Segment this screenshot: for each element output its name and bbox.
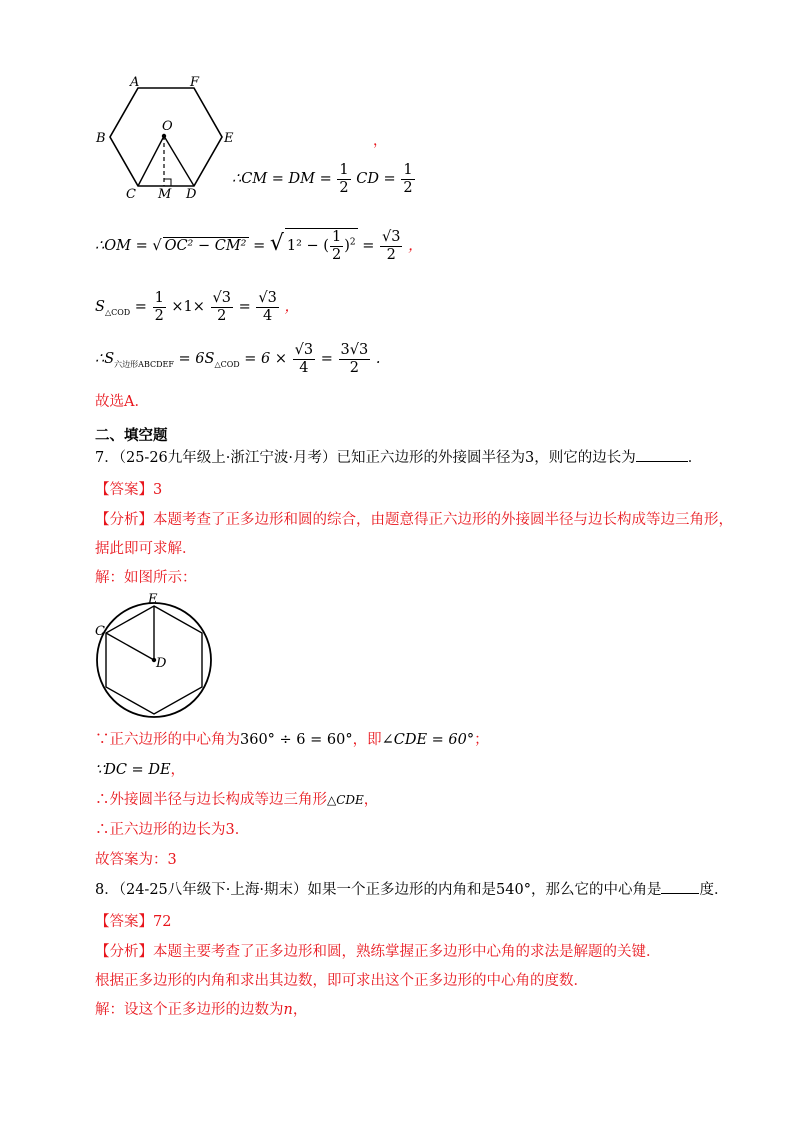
q8-solution-var: n	[283, 1002, 293, 1018]
eq4-prefix: ∴S	[95, 351, 115, 368]
q8-number: 8．	[95, 882, 119, 898]
eq1-prefix: ∴CM = DM =	[232, 171, 332, 188]
q8-end: 度．	[699, 882, 729, 898]
eq4-equals: = 6 ×	[244, 351, 288, 368]
label-F: F	[190, 75, 200, 90]
label-E: E	[224, 131, 234, 146]
label-E-circle: E	[148, 592, 158, 607]
equation-area-cod	[95, 290, 299, 324]
select-answer: 故选A．	[95, 394, 149, 410]
q8-text1: 如果一个正多边形的内角和是	[307, 882, 497, 898]
q8-solution	[95, 998, 307, 1019]
eq4-sub1: 六边形ABCDEF	[114, 360, 174, 370]
eq3-lhs-sub: △COD	[104, 308, 131, 318]
q7-step2-tail: ，	[170, 762, 186, 778]
label-B: B	[96, 131, 106, 146]
hexagon-figure	[90, 70, 240, 200]
eq4-frac2: $\frac{3√3}{2}$	[340, 342, 369, 376]
eq4-equals2: =	[320, 351, 333, 368]
q8-source: （24-25八年级下·上海·期末）	[118, 882, 308, 898]
q7-source: （25-26九年级上·浙江宁波·月考）	[118, 450, 337, 466]
stray-comma: ，	[373, 133, 387, 149]
q7-step3-tail: ，	[363, 792, 379, 808]
eq1-frac2: $\frac{1}{2}$	[403, 162, 413, 196]
label-M: M	[158, 187, 172, 200]
q7-text: 已知正六边形的外接圆半径为3，则它的边长为	[336, 450, 636, 466]
q7-step-4: ∴正六边形的边长为3．	[95, 822, 250, 838]
eq2-prefix: ∴OM =	[95, 238, 148, 255]
q7-step-2	[95, 758, 185, 779]
q7-solution: 解：如图所示：	[95, 570, 197, 586]
label-A: A	[130, 75, 140, 90]
eq4-mid: = 6S	[178, 351, 215, 368]
q7-final: 故答案为：3	[95, 852, 177, 868]
q7-step1-mid: ，即	[352, 732, 382, 748]
equation-area-hexagon	[95, 342, 380, 376]
eq3-frac1: $\frac{1}{2}$	[154, 290, 164, 324]
label-C-circle: C	[95, 624, 105, 639]
q8-solution-tail: ，	[292, 1002, 308, 1018]
eq2-radicand: OC² − CM²	[164, 238, 247, 255]
q7-step2-math: ∵DC = DE	[95, 762, 171, 778]
q7-step-3	[95, 788, 378, 809]
eq1-mid: CD =	[356, 171, 396, 188]
eq3-equals2: =	[238, 299, 251, 316]
eq2-result: $\frac{√3}{2}$	[382, 229, 401, 263]
label-O: O	[162, 119, 173, 134]
eq3-tail: ，	[284, 299, 299, 316]
q8-analysis-2: 根据正多边形的内角和求出其边数，即可求出这个正多边形的中心角的度数．	[95, 973, 588, 989]
circle-hexagon-figure	[90, 590, 220, 720]
eq3-times: ×1×	[171, 299, 205, 316]
q7-step3-math: △CDE	[327, 793, 364, 807]
question-8	[95, 878, 728, 899]
q7-step-1	[95, 728, 489, 749]
eq2-radicand2: 1² − ( $\frac{1}{2}$ )$^2$	[286, 229, 356, 263]
section-title: 二、填空题	[95, 427, 168, 444]
q8-text2: ，那么它的中心角是	[530, 882, 662, 898]
q7-answer: 【答案】3	[95, 482, 163, 498]
eq1-frac1: $\frac{1}{2}$	[339, 162, 349, 196]
label-D: D	[186, 187, 197, 200]
eq4-sub2: △COD	[214, 360, 240, 370]
q8-answer: 【答案】72	[95, 914, 172, 930]
q7-number: 7．	[95, 450, 119, 466]
eq2-equals: =	[253, 238, 266, 255]
label-D-circle: D	[156, 656, 167, 671]
equation-cm-dm	[232, 162, 416, 196]
eq3-frac3: $\frac{√3}{4}$	[258, 290, 277, 324]
eq3-equals: =	[134, 299, 147, 316]
q7-analysis-1: 【分析】本题考查了正多边形和圆的综合，由题意得正六边形的外接圆半径与边长构成等边三角形，	[95, 512, 733, 528]
q7-step1-math2: ∠CDE = 60°	[381, 732, 475, 748]
q7-step1-tail: ；	[474, 732, 489, 748]
q8-solution-text: 解：设这个正多边形的边数为	[95, 1002, 284, 1018]
eq4-frac1: $\frac{√3}{4}$	[294, 342, 314, 376]
label-C: C	[126, 187, 136, 200]
q7-end: ．	[687, 450, 703, 466]
eq2-tail: ，	[408, 238, 423, 255]
eq4-tail: .	[375, 351, 381, 368]
q8-math: 540°	[496, 882, 531, 898]
equation-om: ∴OM = √ OC² − CM² = √ 1² − ( $\frac{1}{2}$ )$^2$ = $\frac{√3}{2}$ ，	[95, 229, 423, 263]
q7-blank	[636, 449, 688, 462]
q7-step1-text: ∵正六边形的中心角为	[95, 732, 240, 748]
eq3-frac2: $\frac{√3}{2}$	[212, 290, 232, 324]
q7-analysis-2: 据此即可求解．	[95, 541, 197, 557]
q7-step1-math: 360° ÷ 6 = 60°	[240, 732, 353, 748]
eq3-lhs: S	[95, 299, 105, 316]
q8-blank	[661, 881, 699, 894]
question-7	[95, 446, 702, 467]
eq2-equals2: =	[362, 238, 375, 255]
q8-analysis-1: 【分析】本题主要考查了正多边形和圆，熟练掌握正多边形中心角的求法是解题的关键．	[95, 944, 661, 960]
q7-step3-text: ∴外接圆半径与边长构成等边三角形	[95, 792, 327, 808]
